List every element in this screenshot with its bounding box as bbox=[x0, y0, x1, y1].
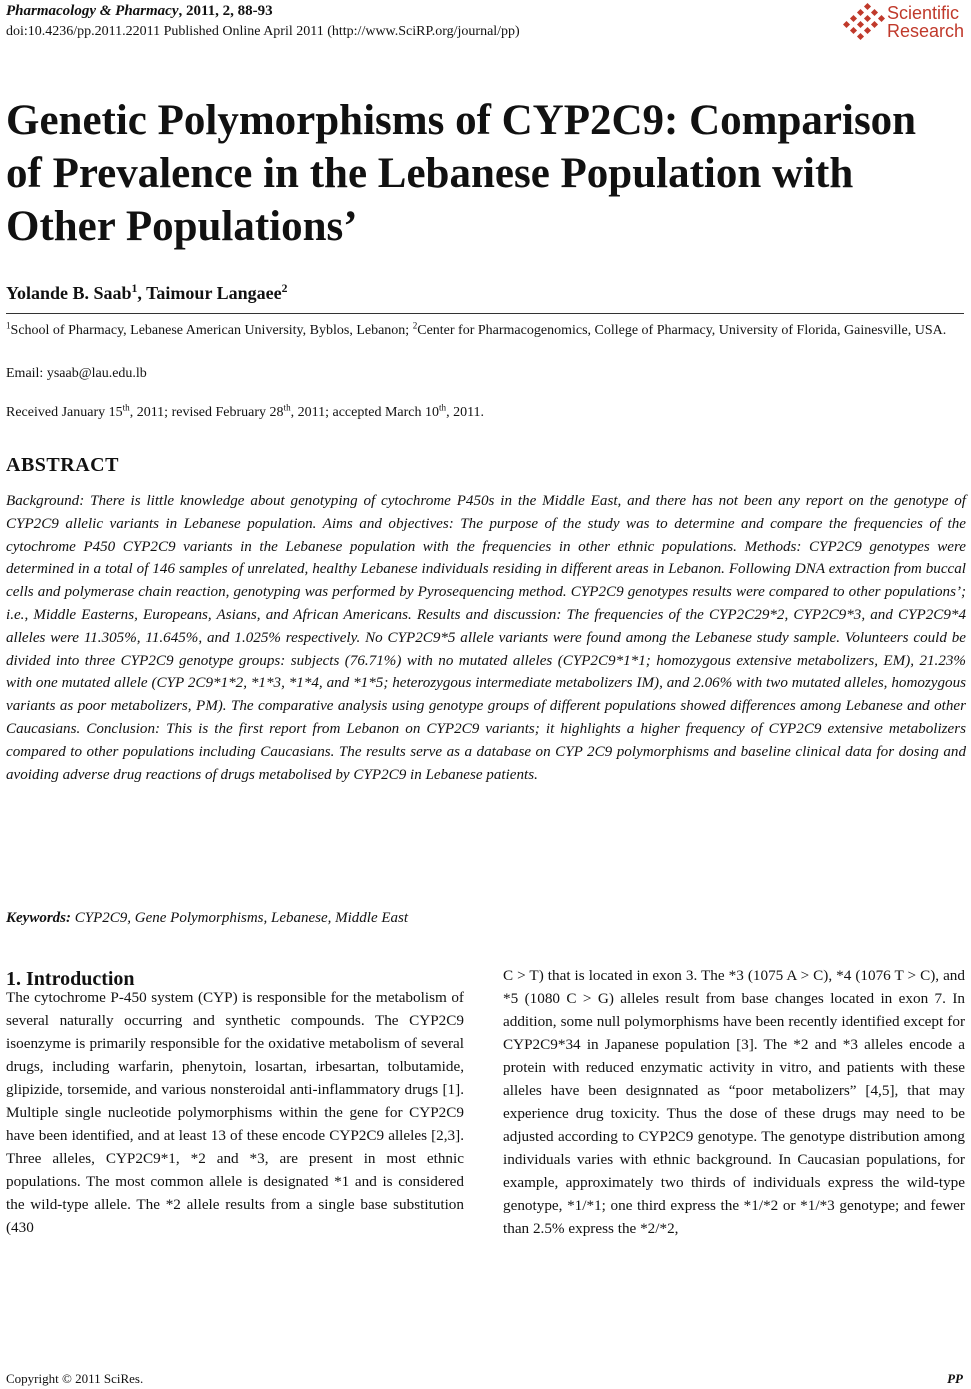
journal-citation bbox=[6, 2, 273, 20]
revised-text: , 2011; revised February 28 bbox=[129, 405, 284, 420]
keywords-list: CYP2C9, Gene Polymorphisms, Lebanese, Middle East bbox=[71, 910, 409, 926]
author-name: Yolande B. Saab bbox=[6, 283, 132, 303]
abstract-text: Background: There is little knowledge about genotyping of cytochrome P450s in the Middle East, and there has not been any report on the genotype of CYP2C9 allelic variants in Lebanese population. Aims and objectives: The purpose of the study was to determine and compare the frequencies of the cytochrome P450 CYP2C9 variants in the Lebanese population with the frequencies in other ethnic populations. Methods: CYP2C9 genotypes were determined in a total of 146 samples of unrelated, healthy Lebanese individuals residing in different areas in Lebanon. Following DNA extraction from buccal cells and polymerase chain reaction, genotyping was performed by Pyrosequencing method. CYP2C9 genotypes results were compared to other populations’; i.e., Middle Easterns, Europeans, Asians, and African Americans. Results and discussion: The frequencies of the CYP2C29*2, CYP2C9*3, and CYP2C9*4 alleles were 11.305%, 11.645%, and 1.025% respectively. No CYP2C9*5 allele variants were found among the Lebanese study sample. Volunteers could be divided into three CYP2C9 genotype groups: subjects (76.71%) with no mutated alleles (CYP2C9*1*1; homozygous extensive metabolizers, EM), 21.23% with one mutated allele (CYP 2C9*1*2, *1*3, *1*4, and *1*5; heterozygous intermediate metabolizers IM), and 2.06% with two mutated alleles, homozygous variants as poor metabolizers, PM). The comparative analysis using genotype groups of different populations showed differences among Lebanese and other Caucasians. Conclusion: This is the first report from Lebanon on CYP2C9 variants; it highlights a higher frequency of CYP2C9 extensive metabolizers compared to other populations including Caucasians. The results serve as a database on CYP 2C9 polymorphisms and baseline clinical data for dosing and avoiding adverse drug reactions of drugs metabolised by CYP2C9 in Lebanese patients. bbox=[6, 493, 966, 783]
ordinal-sup: th bbox=[122, 402, 130, 413]
footer-copyright: Copyright © 2011 SciRes. bbox=[6, 1371, 144, 1386]
article-title: Genetic Polymorphisms of CYP2C9: Comparison of Prevalence in the Lebanese Population with Other Populations’ bbox=[6, 97, 917, 250]
affil-sup: 1 bbox=[6, 320, 11, 331]
abstract-heading: ABSTRACT bbox=[6, 454, 119, 476]
author-affil-sup: 1 bbox=[131, 282, 138, 295]
author-name: Taimour Langaee bbox=[146, 283, 282, 303]
body-column-left bbox=[6, 986, 464, 1239]
year-text: , 2011. bbox=[446, 405, 485, 420]
received-dates bbox=[6, 404, 484, 422]
author-list bbox=[6, 282, 287, 304]
body-column-right bbox=[503, 964, 965, 1240]
body-paragraph: C > T) that is located in exon 3. The *3 (1075 A > C), *4 (1076 T > C), and *5 (1080 C > G) alleles result from base changes located in exon 7. In addition, some null polymorphisms have been recently identified except for CYP2C9*34 in Japanese population [3]. The *2 and *3 alleles encode a protein with reduced enzymatic activity in vitro, and patients with these alleles have been designnated as “poor metabolizers” [4,5], that may experience drug toxicity. Thus the dose of these drugs may need to be adjusted according to CYP2C9 genotype. The genotype distribution among individuals varies with ethnic background. In Caucasian populations, for example, approximately two thirds of individuals express the wild-type genotype, *1/*1; one third express the *1/*2 or *1/*3 genotype; and fewer than 2.5% express the *2/*2, bbox=[503, 967, 965, 1237]
logo-line-2: Research bbox=[887, 21, 965, 41]
ordinal-sup: th bbox=[283, 402, 291, 413]
affil-sup: 2 bbox=[412, 320, 418, 331]
ordinal-sup: th bbox=[439, 402, 447, 413]
footer-journal-abbrev: PP bbox=[947, 1371, 963, 1386]
affil-text-1: School of Pharmacy, Lebanese American University, Byblos, Lebanon; bbox=[10, 323, 413, 338]
journal-volume: , 2011, 2, 88-93 bbox=[178, 3, 273, 19]
publisher-logo-icon bbox=[843, 2, 885, 42]
publisher-logo-text bbox=[887, 4, 964, 40]
keywords bbox=[6, 908, 966, 928]
author-email: Email: ysaab@lau.edu.lb bbox=[6, 366, 147, 381]
received-text: Received January 15 bbox=[6, 405, 123, 420]
title-divider bbox=[6, 313, 964, 314]
logo-line-1: Scientific bbox=[887, 3, 960, 23]
keywords-label: Keywords: bbox=[6, 910, 71, 926]
journal-name: Pharmacology & Pharmacy bbox=[6, 3, 179, 19]
body-paragraph: The cytochrome P-450 system (CYP) is responsible for the metabolism of several naturally occurring and synthetic compounds. The CYP2C9 isoenzyme is primarily responsible for the oxidative metabolism of several drugs, including warfarin, phenytoin, losartan, irbesartan, tolbutamide, glipizide, torsemide, and various nonsteroidal anti-inflammatory drugs [1]. Multiple single nucleotide polymorphisms within the gene for CYP2C9 have been identified, and at least 13 of these encode CYP2C9 alleles [2,3]. Three alleles, CYP2C9*1, *2 and *3, are present in most ethnic populations. The most common allele is designated *1 and is considered the wild-type allele. The *2 allele results from a single base substitution (430 bbox=[6, 989, 464, 1236]
affiliations bbox=[6, 321, 966, 341]
affil-text-2: Center for Pharmacogenomics, College of Pharmacy, University of Florida, Gainesville, USA. bbox=[417, 323, 947, 338]
author-separator: , bbox=[137, 283, 147, 303]
section-heading-introduction: 1. Introduction bbox=[6, 968, 135, 990]
doi-line: doi:10.4236/pp.2011.22011 Published Online April 2011 (http://www.SciRP.org/journal/pp) bbox=[6, 24, 520, 39]
publisher-logo bbox=[843, 2, 965, 42]
accepted-text: , 2011; accepted March 10 bbox=[290, 405, 439, 420]
author-affil-sup: 2 bbox=[281, 282, 288, 295]
